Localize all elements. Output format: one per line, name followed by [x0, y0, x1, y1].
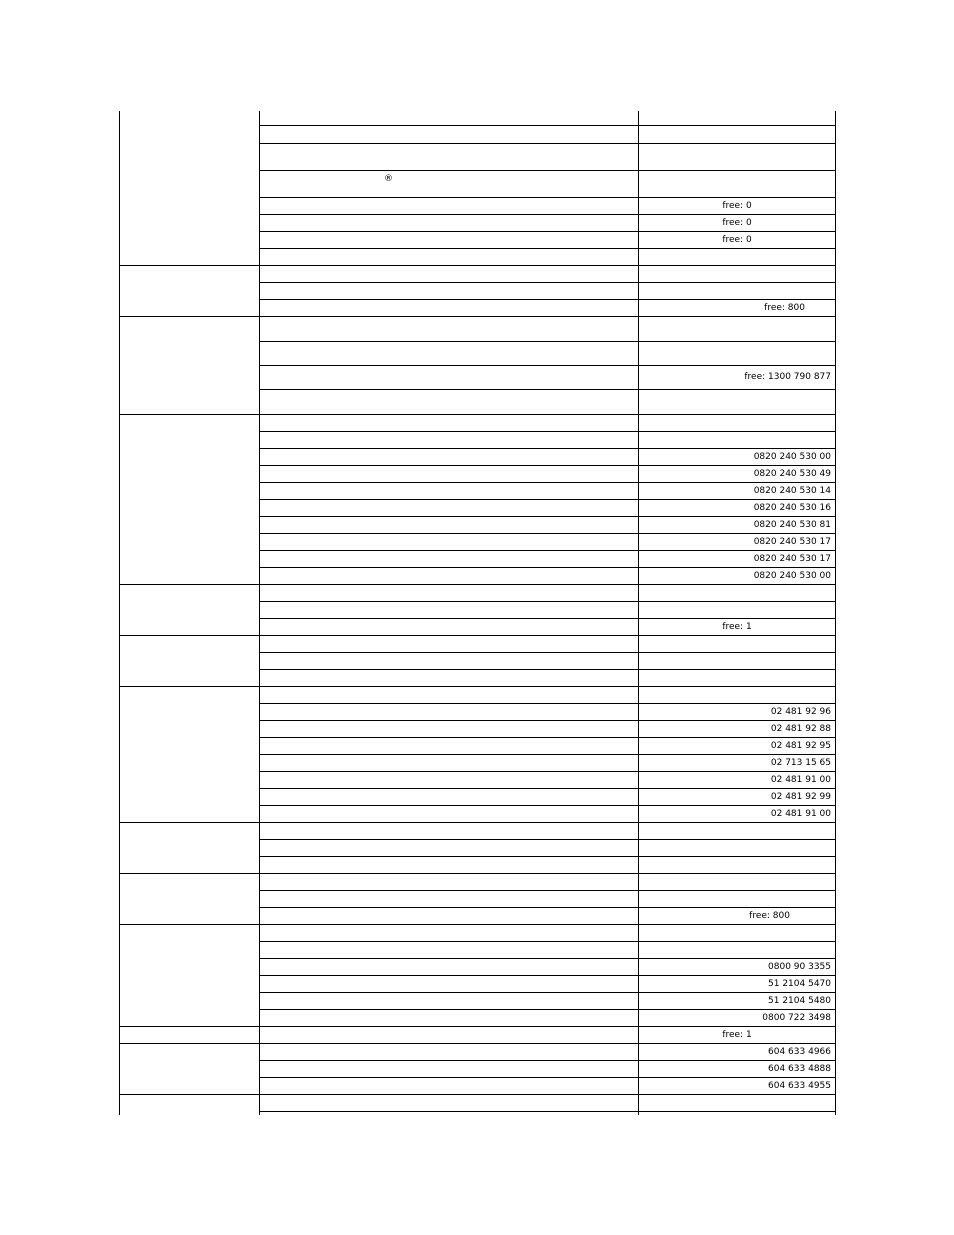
number-cell — [639, 890, 836, 907]
country-cell — [120, 584, 260, 635]
description-cell — [260, 703, 639, 720]
number-cell — [639, 635, 836, 652]
number-cell — [639, 341, 836, 365]
number-cell: 0800 722 3498 — [639, 1009, 836, 1026]
number-cell: 0820 240 530 17 — [639, 533, 836, 550]
description-cell — [260, 873, 639, 890]
number-cell — [639, 822, 836, 839]
number-cell — [639, 111, 836, 125]
number-cell: 02 481 92 99 — [639, 788, 836, 805]
table-body — [120, 111, 836, 1115]
number-cell: 02 481 91 00 — [639, 805, 836, 822]
number-cell: free: 1300 790 877 — [639, 365, 836, 389]
description-cell — [260, 907, 639, 924]
number-cell: free: 1 — [639, 618, 836, 635]
country-cell — [120, 635, 260, 686]
description-cell — [260, 1026, 639, 1043]
number-cell — [639, 1094, 836, 1111]
description-cell — [260, 686, 639, 703]
description-cell — [260, 924, 639, 941]
number-cell — [639, 601, 836, 618]
number-cell: 0820 240 530 00 — [639, 567, 836, 584]
table-row — [120, 873, 836, 890]
number-cell: 02 481 91 00 — [639, 771, 836, 788]
description-cell — [260, 822, 639, 839]
description-cell — [260, 550, 639, 567]
description-cell — [260, 516, 639, 533]
number-cell: 0820 240 530 49 — [639, 465, 836, 482]
table-row — [120, 316, 836, 341]
country-cell — [120, 414, 260, 584]
description-cell — [260, 125, 639, 143]
description-cell — [260, 482, 639, 499]
registered-mark: ® — [384, 173, 393, 184]
description-cell — [260, 299, 639, 316]
table-row — [120, 1043, 836, 1060]
number-cell: 02 481 92 95 — [639, 737, 836, 754]
number-cell — [639, 265, 836, 282]
description-cell — [260, 567, 639, 584]
description-cell — [260, 499, 639, 516]
number-cell — [639, 143, 836, 170]
number-cell: 51 2104 5470 — [639, 975, 836, 992]
country-cell — [120, 265, 260, 316]
number-cell: free: 0 — [639, 214, 836, 231]
number-cell — [639, 389, 836, 414]
table-row — [120, 924, 836, 941]
table-row — [120, 686, 836, 703]
number-cell: 604 633 4955 — [639, 1077, 836, 1094]
description-cell — [260, 601, 639, 618]
description-cell — [260, 788, 639, 805]
description-cell — [260, 1009, 639, 1026]
number-cell: free: 0 — [639, 197, 836, 214]
number-cell: 02 481 92 88 — [639, 720, 836, 737]
number-cell — [639, 282, 836, 299]
description-cell — [260, 465, 639, 482]
country-cell — [120, 111, 260, 265]
number-cell — [639, 1111, 836, 1115]
description-cell — [260, 365, 639, 389]
description-cell — [260, 618, 639, 635]
table-row — [120, 414, 836, 431]
contact-table — [119, 111, 836, 1115]
country-cell — [120, 822, 260, 873]
number-cell — [639, 170, 836, 197]
number-cell: 0820 240 530 16 — [639, 499, 836, 516]
description-cell — [260, 941, 639, 958]
country-cell — [120, 873, 260, 924]
number-cell — [639, 414, 836, 431]
number-cell: 604 633 4888 — [639, 1060, 836, 1077]
number-cell — [639, 584, 836, 601]
description-cell — [260, 839, 639, 856]
country-cell — [120, 1094, 260, 1115]
table-row — [120, 822, 836, 839]
description-cell — [260, 341, 639, 365]
description-cell — [260, 890, 639, 907]
number-cell — [639, 941, 836, 958]
number-cell — [639, 125, 836, 143]
number-cell: free: 800 — [639, 299, 836, 316]
description-cell — [260, 170, 639, 197]
description-cell — [260, 414, 639, 431]
number-cell: 0820 240 530 00 — [639, 448, 836, 465]
description-cell — [260, 1043, 639, 1060]
description-cell — [260, 231, 639, 248]
country-cell — [120, 686, 260, 822]
number-cell — [639, 431, 836, 448]
description-cell — [260, 248, 639, 265]
description-cell — [260, 1060, 639, 1077]
table-row — [120, 1026, 836, 1043]
description-cell — [260, 737, 639, 754]
number-cell — [639, 652, 836, 669]
description-cell — [260, 856, 639, 873]
table-row — [120, 1094, 836, 1111]
country-cell — [120, 924, 260, 1026]
number-cell — [639, 856, 836, 873]
description-cell — [260, 316, 639, 341]
number-cell — [639, 873, 836, 890]
country-cell — [120, 1043, 260, 1094]
description-cell — [260, 448, 639, 465]
number-cell: free: 0 — [639, 231, 836, 248]
number-cell — [639, 839, 836, 856]
country-cell — [120, 316, 260, 414]
country-cell — [120, 1026, 260, 1043]
description-cell — [260, 720, 639, 737]
table-row — [120, 265, 836, 282]
number-cell: 02 481 92 96 — [639, 703, 836, 720]
description-cell — [260, 389, 639, 414]
table-row — [120, 584, 836, 601]
description-cell — [260, 111, 639, 125]
number-cell: 02 713 15 65 — [639, 754, 836, 771]
description-cell — [260, 1111, 639, 1115]
number-cell: 0820 240 530 17 — [639, 550, 836, 567]
number-cell: 0800 90 3355 — [639, 958, 836, 975]
number-cell — [639, 248, 836, 265]
description-cell — [260, 431, 639, 448]
description-cell — [260, 282, 639, 299]
number-cell: 0820 240 530 14 — [639, 482, 836, 499]
description-cell — [260, 805, 639, 822]
description-cell — [260, 1077, 639, 1094]
number-cell — [639, 686, 836, 703]
description-cell — [260, 771, 639, 788]
number-cell: 604 633 4966 — [639, 1043, 836, 1060]
description-cell — [260, 533, 639, 550]
number-cell — [639, 316, 836, 341]
description-cell — [260, 754, 639, 771]
table-row — [120, 111, 836, 125]
description-cell — [260, 992, 639, 1009]
description-cell — [260, 265, 639, 282]
description-cell — [260, 975, 639, 992]
description-cell — [260, 584, 639, 601]
description-cell — [260, 669, 639, 686]
description-cell — [260, 197, 639, 214]
table-row — [120, 635, 836, 652]
description-cell — [260, 143, 639, 170]
description-cell — [260, 1094, 639, 1111]
description-cell — [260, 652, 639, 669]
number-cell — [639, 669, 836, 686]
description-cell — [260, 214, 639, 231]
number-cell: free: 800 — [639, 907, 836, 924]
number-cell: free: 1 — [639, 1026, 836, 1043]
number-cell — [639, 924, 836, 941]
number-cell: 51 2104 5480 — [639, 992, 836, 1009]
number-cell: 0820 240 530 81 — [639, 516, 836, 533]
description-cell — [260, 958, 639, 975]
description-cell — [260, 635, 639, 652]
